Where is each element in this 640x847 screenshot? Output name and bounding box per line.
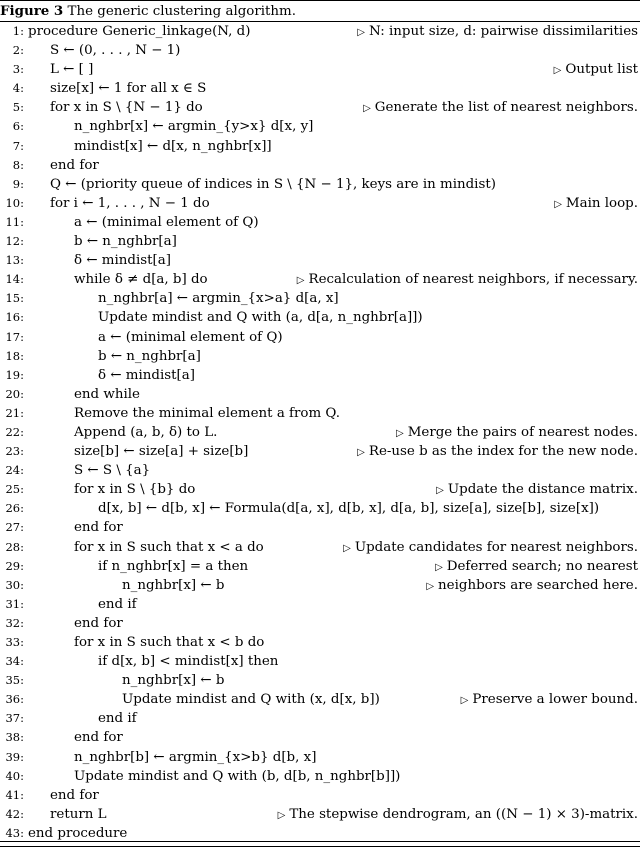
- line-code: b ← n_nghbr[a]: [98, 348, 201, 364]
- line-comment: [343, 538, 638, 558]
- line-comment: [396, 423, 638, 443]
- line-number: 18:: [5, 348, 24, 363]
- line-code: for x in S \ {N − 1} do: [50, 100, 203, 116]
- algorithm-line: [0, 328, 640, 347]
- line-number: 16:: [5, 310, 24, 325]
- algorithm-line: [0, 79, 640, 98]
- line-number: 26:: [5, 501, 24, 516]
- algorithm-line: [0, 786, 640, 805]
- line-number: 3:: [12, 62, 24, 77]
- line-code: end if: [98, 711, 137, 727]
- algorithm-line: [0, 194, 640, 213]
- algorithm-line: [0, 308, 640, 327]
- comment-text: Main loop.: [565, 195, 638, 211]
- line-number: 15:: [5, 291, 24, 306]
- line-code: if n_nghbr[x] = a then: [98, 558, 249, 574]
- line-number: 11:: [5, 214, 24, 229]
- line-code: end while: [74, 386, 140, 402]
- line-number: 17:: [5, 329, 24, 344]
- comment-triangle-icon: ▷: [435, 561, 443, 573]
- algorithm-line: [0, 137, 640, 156]
- algorithm-line: [0, 385, 640, 404]
- line-code: δ ← mindist[a]: [74, 253, 171, 269]
- line-code: if d[x, b] < mindist[x] then: [98, 654, 279, 670]
- line-comment: [554, 194, 638, 214]
- line-code: n_nghbr[x] ← b: [122, 673, 225, 689]
- line-number: 40:: [5, 768, 24, 783]
- line-number: 22:: [5, 424, 24, 439]
- line-code: Append (a, b, δ) to L.: [74, 424, 218, 440]
- comment-triangle-icon: ▷: [460, 695, 469, 707]
- line-code: S ← (0, . . . , N − 1): [50, 43, 181, 59]
- line-code: end for: [50, 157, 99, 173]
- algorithm-line: [0, 767, 640, 786]
- comment-triangle-icon: ▷: [357, 447, 365, 459]
- comment-triangle-icon: ▷: [436, 485, 444, 497]
- line-comment: [363, 98, 638, 118]
- line-code: a ← (minimal element of Q): [98, 329, 283, 345]
- line-number: 38:: [5, 730, 24, 745]
- line-number: 27:: [5, 520, 24, 535]
- line-number: 19:: [5, 367, 24, 382]
- line-number: 29:: [5, 558, 24, 573]
- line-code: size[b] ← size[a] + size[b]: [74, 444, 249, 460]
- comment-triangle-icon: ▷: [553, 65, 562, 77]
- line-comment: [461, 690, 638, 710]
- algorithm-line: [0, 595, 640, 614]
- line-code: for x in S such that x < a do: [74, 539, 264, 555]
- comment-triangle-icon: ▷: [426, 580, 435, 592]
- comment-text: Update candidates for nearest neighbors.: [354, 539, 638, 555]
- algorithm-line: [0, 442, 640, 461]
- line-code: n_nghbr[x] ← b: [122, 577, 225, 593]
- comment-triangle-icon: ▷: [277, 809, 286, 821]
- line-comment: [426, 576, 638, 596]
- line-code: for i ← 1, . . . , N − 1 do: [50, 195, 210, 211]
- line-number: 12:: [5, 234, 24, 249]
- line-number: 23:: [5, 444, 24, 459]
- line-code: end if: [98, 596, 137, 612]
- line-number: 6:: [12, 119, 24, 134]
- algorithm-line: [0, 156, 640, 175]
- algorithm-line: [0, 652, 640, 671]
- algorithm-line: [0, 671, 640, 690]
- line-number: 34:: [5, 654, 24, 669]
- line-code: n_nghbr[x] ← argmin_{y>x} d[x, y]: [74, 119, 314, 135]
- line-code: n_nghbr[b] ← argmin_{x>b} d[b, x]: [74, 749, 317, 765]
- comment-text: N: input size, d: pairwise dissimilarities: [368, 24, 638, 39]
- line-code: end for: [50, 787, 99, 803]
- line-code: end for: [74, 615, 123, 631]
- algorithm-line: [0, 270, 640, 289]
- algorithm-line: [0, 805, 640, 824]
- line-number: 43:: [5, 825, 24, 840]
- line-code: procedure Generic_linkage(N, d): [28, 24, 251, 39]
- algorithm-line: [0, 251, 640, 270]
- algorithm-line: [0, 22, 640, 41]
- algorithm-line: [0, 614, 640, 633]
- line-number: 37:: [5, 711, 24, 726]
- line-comment: [554, 60, 638, 80]
- algorithm-line: [0, 366, 640, 385]
- line-number: 1:: [12, 24, 24, 38]
- line-number: 5:: [12, 100, 24, 115]
- line-number: 21:: [5, 405, 24, 420]
- figure-label: Figure 3: [0, 3, 64, 19]
- algorithm-line: [0, 117, 640, 136]
- line-number: 9:: [12, 176, 24, 191]
- figure-title: The generic clustering algorithm.: [67, 4, 296, 19]
- line-number: 7:: [12, 138, 24, 153]
- line-code: L ← [ ]: [50, 62, 94, 78]
- line-number: 41:: [5, 787, 24, 802]
- algorithm-line: [0, 232, 640, 251]
- line-comment: [435, 557, 638, 577]
- algorithm-line: [0, 690, 640, 709]
- algorithm-line: [0, 213, 640, 232]
- line-code: end for: [74, 520, 123, 536]
- comment-text: Recalculation of nearest neighbors, if necessary.: [308, 272, 638, 288]
- line-number: 14:: [5, 272, 24, 287]
- algorithm-line: [0, 461, 640, 480]
- comment-triangle-icon: ▷: [296, 275, 305, 287]
- algorithm-line: [0, 709, 640, 728]
- line-number: 42:: [5, 806, 24, 821]
- comment-triangle-icon: ▷: [554, 198, 562, 210]
- algorithm-line: [0, 41, 640, 60]
- algorithm-line: [0, 404, 640, 423]
- line-number: 32:: [5, 615, 24, 630]
- line-number: 24:: [5, 463, 24, 478]
- algorithm-line: [0, 347, 640, 366]
- algorithm-line: [0, 576, 640, 595]
- line-number: 2:: [12, 43, 24, 58]
- algorithm-line: [0, 538, 640, 557]
- line-comment: [297, 270, 638, 290]
- line-code: n_nghbr[a] ← argmin_{x>a} d[a, x]: [98, 291, 339, 307]
- algorithm-line: [0, 289, 640, 308]
- line-code: for x in S such that x < b do: [74, 635, 265, 650]
- line-number: 8:: [12, 157, 24, 172]
- line-number: 20:: [5, 386, 24, 401]
- algorithm-line: [0, 423, 640, 442]
- algorithm-line: [0, 98, 640, 117]
- comment-text: Generate the list of nearest neighbors.: [374, 100, 638, 116]
- comment-triangle-icon: ▷: [396, 427, 404, 439]
- line-number: 28:: [5, 539, 24, 554]
- line-comment: [278, 805, 638, 825]
- algorithm-body: [0, 22, 640, 843]
- figure-caption: [0, 1, 640, 21]
- comment-text: Output list: [565, 62, 638, 78]
- line-code: for x in S \ {b} do: [74, 482, 196, 498]
- line-comment: [357, 22, 638, 42]
- line-code: while δ ≠ d[a, b] do: [74, 272, 208, 288]
- comment-text: Update the distance matrix.: [447, 482, 638, 498]
- line-comment: [436, 480, 638, 500]
- comment-text: Re-use b as the index for the new node.: [368, 444, 638, 460]
- bottom-rule-1: [0, 841, 640, 842]
- comment-triangle-icon: ▷: [343, 542, 351, 554]
- algorithm-line: [0, 633, 640, 652]
- algorithm-line: [0, 480, 640, 499]
- algorithm-line: [0, 175, 640, 194]
- line-number: 31:: [5, 596, 24, 611]
- comment-text: Preserve a lower bound.: [472, 692, 638, 708]
- comment-text: Deferred search; no nearest: [446, 558, 638, 574]
- line-comment: [357, 442, 638, 462]
- line-code: return L: [50, 806, 107, 822]
- algorithm-line: [0, 60, 640, 79]
- line-number: 10:: [5, 195, 24, 210]
- line-code: mindist[x] ← d[x, n_nghbr[x]]: [74, 138, 272, 154]
- line-code: Update mindist and Q with (b, d[b, n_nghbr[b]]): [74, 768, 401, 784]
- line-code: end procedure: [28, 825, 128, 841]
- line-number: 36:: [5, 692, 24, 707]
- comment-text: Merge the pairs of nearest nodes.: [407, 424, 638, 440]
- comment-text: neighbors are searched here.: [438, 577, 638, 593]
- line-code: Update mindist and Q with (x, d[x, b]): [122, 692, 380, 708]
- line-number: 13:: [5, 253, 24, 268]
- comment-text: The stepwise dendrogram, an ((N − 1) × 3)-matrix.: [289, 806, 638, 822]
- line-code: Remove the minimal element a from Q.: [74, 405, 341, 421]
- algorithm-line: [0, 557, 640, 576]
- line-number: 33:: [5, 635, 24, 649]
- line-code: Update mindist and Q with (a, d[a, n_nghbr[a]]): [98, 310, 423, 326]
- line-code: δ ← mindist[a]: [98, 367, 195, 383]
- comment-triangle-icon: ▷: [357, 27, 365, 38]
- line-code: Q ← (priority queue of indices in S \ {N − 1}, keys are in mindist): [50, 176, 496, 192]
- line-code: S ← S \ {a}: [74, 463, 151, 479]
- algorithm-line: [0, 518, 640, 537]
- algorithm-line: [0, 499, 640, 518]
- line-number: 35:: [5, 673, 24, 688]
- line-code: a ← (minimal element of Q): [74, 214, 259, 230]
- line-code: end for: [74, 730, 123, 746]
- line-number: 30:: [5, 577, 24, 592]
- line-number: 39:: [5, 749, 24, 764]
- line-code: size[x] ← 1 for all x ∈ S: [50, 81, 207, 97]
- line-code: b ← n_nghbr[a]: [74, 234, 177, 250]
- comment-triangle-icon: ▷: [363, 103, 371, 115]
- algorithm-line: [0, 748, 640, 767]
- line-code: d[x, b] ← d[b, x] ← Formula(d[a, x], d[b, x], d[a, b], size[a], size[b], size[x]): [98, 501, 600, 517]
- algorithm-line: [0, 728, 640, 747]
- line-number: 4:: [12, 81, 24, 96]
- line-number: 25:: [5, 482, 24, 497]
